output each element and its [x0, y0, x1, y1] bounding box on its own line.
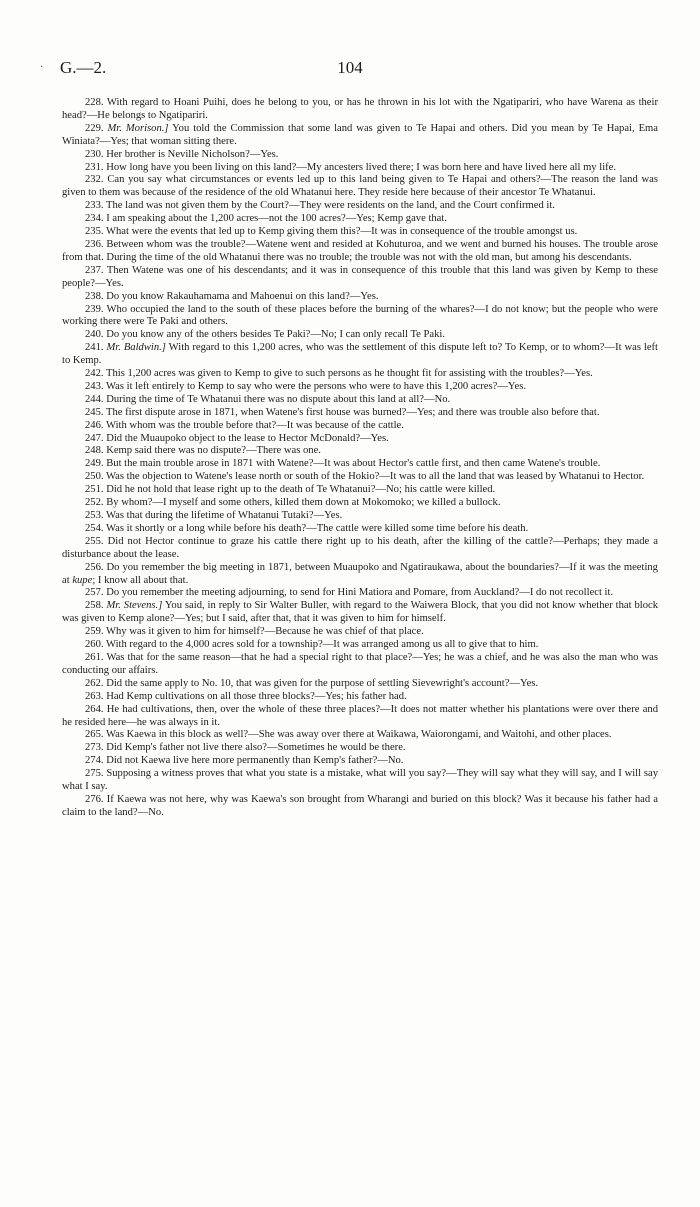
paragraph-text: Was the objection to Watene's lease north or south of the Hokio?—It was to all the land that was leased by Whatanui to Hector. — [106, 471, 645, 483]
question-number: 250. — [85, 471, 104, 483]
testimony-paragraph — [62, 639, 658, 652]
paragraph-text: Did not Kaewa live here more permanently than Kemp's father?—No. — [106, 755, 404, 767]
testimony-paragraph — [62, 458, 658, 471]
testimony-paragraph — [62, 562, 658, 588]
paragraph-text: Can you say what circumstances or events led up to this land being given to Te Hapai and others?—The reason the land was given to them was because of the residence of the old Whatanui here. They reside here because of their ancestor Te Whatanui. — [62, 174, 658, 199]
question-number: 262. — [85, 677, 104, 689]
question-number: 251. — [85, 484, 104, 496]
testimony-paragraph — [62, 226, 658, 239]
question-number: 249. — [85, 458, 104, 470]
question-number: 275. — [85, 768, 104, 780]
paragraph-text: Was Kaewa in this block as well?—She was away over there at Waikawa, Waiorongami, and Waitohi, and other places. — [106, 729, 612, 741]
question-number: 253. — [85, 510, 104, 521]
paragraph-text: Do you remember the meeting adjourning, to send for Hini Matiora and Pomare, from Auckland?—I do not recollect it. — [106, 587, 614, 599]
question-number: 245. — [85, 406, 104, 418]
paragraph-text: With regard to the 4,000 acres sold for a township?—It was arranged among us all to give that to him. — [106, 639, 539, 651]
question-number: 261. — [85, 651, 104, 663]
question-number: 244. — [85, 393, 104, 405]
testimony-paragraph — [62, 304, 658, 330]
question-number: 260. — [85, 639, 104, 651]
paragraph-text: By whom?—I myself and some others, killed them down at Mokomoko; we killed a bullock. — [106, 497, 501, 509]
paragraph-text: Then Watene was one of his descendants; and it was in consequence of this trouble that this land was given by Kemp to these people?—Yes. — [62, 264, 658, 289]
question-number: 257. — [85, 587, 104, 599]
testimony-paragraph — [62, 484, 658, 497]
paragraph-text: Do you know Rakauhamama and Mahoenui on this land?—Yes. — [106, 290, 379, 302]
margin-dot: · — [40, 62, 44, 73]
paragraph-text: Supposing a witness proves that what you state is a mistake, what will you say?—They will say what they will say, and I will say what I say. — [62, 768, 658, 793]
testimony-paragraph — [62, 471, 658, 484]
question-number: 247. — [85, 432, 104, 444]
question-number: 233. — [85, 200, 104, 212]
paragraph-text: What were the events that led up to Kemp giving them this?—It was in consequence of the trouble amongst us. — [106, 226, 578, 238]
testimony-paragraph — [62, 420, 658, 433]
paragraph-text: This 1,200 acres was given to Kemp to give to such persons as he thought fit for assisting with the troubles?—Yes. — [106, 368, 593, 380]
testimony-paragraph — [62, 626, 658, 639]
testimony-paragraph — [62, 742, 658, 755]
paragraph-text: During the time of Te Whatanui there was no dispute about this land at all?—No. — [106, 393, 451, 405]
speaker-label: Mr. Stevens.] — [106, 600, 163, 612]
testimony-paragraph — [62, 704, 658, 730]
paragraph-text: Did he not hold that lease right up to the death of Te Whatanui?—No; his cattle were killed. — [106, 484, 496, 496]
paragraph-text: Her brother is Neville Nicholson?—Yes. — [106, 148, 279, 160]
question-number: 246. — [85, 419, 104, 431]
paragraph-text: Did not Hector continue to graze his cattle there right up to his death, after the killing of the cattle?—Perhaps; they made a disturbance about the lease. — [62, 535, 658, 560]
question-number: 263. — [85, 690, 104, 702]
paragraph-text: Was that during the lifetime of Whatanui Tutaki?—Yes. — [106, 510, 343, 521]
paragraph-text: You said, in reply to Sir Walter Buller, with regard to the Waiwera Block, that you did not know whether that block was given to Kemp alone?—Yes; but I said, after that, that it was given to him for himself. — [62, 600, 658, 625]
testimony-paragraph — [62, 407, 658, 420]
question-number: 241. — [85, 342, 104, 354]
question-number: 232. — [85, 174, 104, 186]
paragraph-text: The land was not given them by the Court?—They were residents on the land, and the Court confirmed it. — [106, 200, 555, 212]
testimony-paragraph — [62, 729, 658, 742]
question-number: 265. — [85, 729, 104, 741]
paragraph-text: Kemp said there was no dispute?—There was one. — [106, 445, 321, 457]
question-number: 254. — [85, 522, 104, 534]
testimony-paragraph — [62, 510, 658, 523]
testimony-paragraph — [62, 97, 658, 123]
question-number: 255. — [85, 535, 104, 547]
testimony-paragraph — [62, 794, 658, 820]
paragraph-text: Do you remember the big meeting in 1871, between Muaupoko and Ngatiraukawa, about the boundaries?—If it was the meeting at — [62, 561, 658, 586]
testimony-paragraph — [62, 239, 658, 265]
question-number: 248. — [85, 445, 104, 457]
testimony-paragraph — [62, 200, 658, 213]
paragraph-text: If Kaewa was not here, why was Kaewa's son brought from Wharangi and buried on this block? Was it because his father had a claim to the land?—No. — [62, 793, 658, 818]
testimony-paragraph — [62, 162, 658, 175]
question-number: 264. — [85, 703, 104, 715]
question-number: 228. — [85, 97, 104, 108]
paragraph-text: Did the same apply to No. 10, that was given for the purpose of settling Sievewright's account?—Yes. — [106, 677, 539, 689]
testimony-paragraph — [62, 652, 658, 678]
paragraph-text: Did Kemp's father not live there also?—Sometimes he would be there. — [106, 742, 406, 754]
question-number: 240. — [85, 329, 104, 341]
testimony-paragraph — [62, 600, 658, 626]
question-number: 242. — [85, 368, 104, 380]
series-reference: G.—2. — [60, 58, 107, 77]
testimony-paragraph — [62, 265, 658, 291]
testimony-paragraph — [62, 329, 658, 342]
testimony-paragraph — [62, 213, 658, 226]
question-number: 274. — [85, 755, 104, 767]
paragraph-text: Was that for the same reason—that he had a special right to that place?—Yes; he was a chief, and he was also the man who was conducting our affairs. — [62, 651, 658, 676]
question-number: 235. — [85, 226, 104, 238]
question-number: 258. — [85, 600, 104, 612]
testimony-paragraph — [62, 433, 658, 446]
paragraph-text: You told the Commission that some land was given to Te Hapai and others. Did you mean by Te Hapai, Ema Winiata?—Yes; that woman sitting there. — [62, 122, 658, 147]
question-number: 237. — [85, 264, 104, 276]
paragraph-text: Do you know any of the others besides Te Paki?—No; I can only recall Te Paki. — [106, 329, 446, 341]
testimony-paragraph — [62, 149, 658, 162]
question-number: 256. — [85, 561, 104, 573]
paragraph-text: ; I know all about that. — [92, 574, 189, 586]
testimony-paragraph — [62, 445, 658, 458]
question-number: 243. — [85, 380, 104, 392]
paragraph-text: Was it left entirely to Kemp to say who were the persons who were to have this 1,200 acres?—Yes. — [106, 380, 526, 392]
paragraph-text: With regard to Hoani Puihi, does he belong to you, or has he thrown in his lot with the Ngatipariri, who have Warena as their head?—He belongs to Ngatipariri. — [62, 97, 658, 121]
question-number: 276. — [85, 793, 104, 805]
paragraph-text: Did the Muaupoko object to the lease to Hector McDonald?—Yes. — [106, 432, 389, 444]
paragraph-text: With regard to this 1,200 acres, who was the settlement of this dispute left to? To Kemp, or to whom?—It was left to Kemp. — [62, 342, 658, 367]
question-number: 236. — [85, 238, 104, 250]
paragraph-text: But the main trouble arose in 1871 with Watene?—It was about Hector's cattle first, and then came Watene's trouble. — [106, 458, 601, 470]
page-number: 104 — [337, 58, 363, 77]
testimony-paragraph — [62, 381, 658, 394]
testimony-paragraph — [62, 691, 658, 704]
page-header — [0, 58, 700, 82]
testimony-paragraph — [62, 536, 658, 562]
testimony-paragraph — [62, 394, 658, 407]
question-number: 231. — [85, 161, 104, 173]
question-number: 252. — [85, 497, 104, 509]
paragraph-text: With whom was the trouble before that?—It was because of the cattle. — [106, 419, 404, 431]
paragraph-text: Was it shortly or a long while before his death?—The cattle were killed some time before his death. — [106, 522, 529, 534]
paragraph-text: The first dispute arose in 1871, when Watene's first house was burned?—Yes; and there was trouble also before that. — [106, 406, 600, 418]
testimony-paragraph — [62, 587, 658, 600]
speaker-label: Mr. Morison.] — [107, 122, 169, 134]
paragraph-text: Who occupied the land to the south of these places before the burning of the whares?—I do not know; but the people who were working there were Te Paki and others. — [62, 303, 658, 328]
testimony-paragraph — [62, 768, 658, 794]
paragraph-text: Why was it given to him for himself?—Because he was chief of that place. — [106, 626, 424, 638]
speaker-label: Mr. Baldwin.] — [106, 342, 166, 354]
question-number: 230. — [85, 148, 104, 160]
testimony-paragraph — [62, 678, 658, 691]
testimony-paragraph — [62, 291, 658, 304]
question-number: 234. — [85, 213, 104, 225]
testimony-paragraph — [62, 497, 658, 510]
question-number: 273. — [85, 742, 104, 754]
paragraph-text: He had cultivations, then, over the whole of these three places?—It does not matter whether his plantations were over there and he resided here—he was always in it. — [62, 703, 658, 728]
testimony-paragraph — [62, 523, 658, 536]
paragraph-text: How long have you been living on this land?—My ancesters lived there; I was born here and have lived here all my life. — [106, 161, 617, 173]
testimony-paragraph — [62, 174, 658, 200]
question-number: 239. — [85, 303, 104, 315]
paragraph-text: Had Kemp cultivations on all those three blocks?—Yes; his father had. — [106, 690, 407, 702]
question-number: 229. — [85, 122, 104, 134]
testimony-paragraph — [62, 368, 658, 381]
italic-term: kupe — [72, 574, 93, 586]
paragraph-text: Between whom was the trouble?—Watene went and resided at Kohuturoa, and we went and burned his houses. The trouble arose from that. During the time of the old Whatanui there was no trouble; the trouble was not with the old man, but among his descendants. — [62, 238, 658, 263]
testimony-paragraph — [62, 755, 658, 768]
testimony-paragraph — [62, 342, 658, 368]
testimony-body — [62, 97, 658, 820]
question-number: 238. — [85, 290, 104, 302]
paragraph-text: I am speaking about the 1,200 acres—not the 100 acres?—Yes; Kemp gave that. — [106, 213, 447, 225]
question-number: 259. — [85, 626, 104, 638]
testimony-paragraph — [62, 123, 658, 149]
